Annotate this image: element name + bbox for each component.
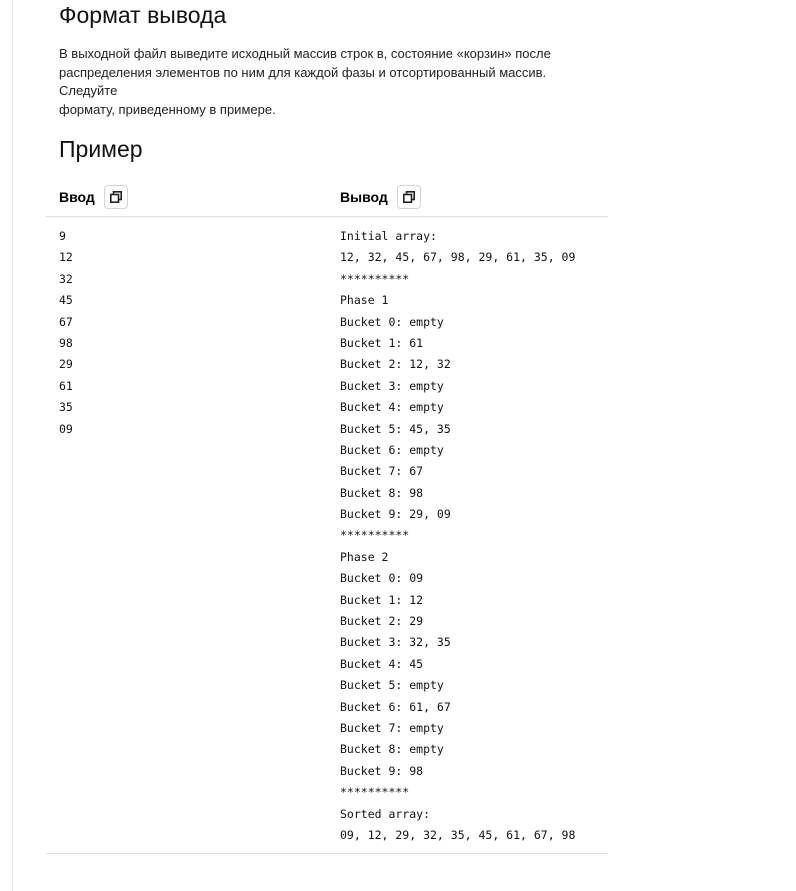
description-line: формату, приведенному в примере.: [59, 101, 276, 117]
output-line: Bucket 4: empty: [340, 400, 444, 415]
output-line: 09, 12, 29, 32, 35, 45, 61, 67, 98: [340, 827, 576, 842]
output-line: Sorted array:: [340, 806, 431, 821]
copy-output-button[interactable]: [397, 185, 421, 209]
input-line: 61: [59, 378, 73, 393]
output-line: Bucket 3: 32, 35: [340, 635, 451, 650]
input-line: 98: [59, 335, 73, 350]
output-line: 12, 32, 45, 67, 98, 29, 61, 35, 09: [340, 250, 576, 265]
example-header-divider: [46, 216, 608, 217]
output-line: Bucket 6: empty: [340, 442, 444, 457]
output-line: Bucket 7: 67: [340, 464, 424, 479]
output-line: **********: [340, 528, 410, 543]
output-line: Bucket 2: 12, 32: [340, 357, 451, 372]
output-line: Bucket 5: 45, 35: [340, 421, 451, 436]
output-line: Bucket 0: empty: [340, 314, 444, 329]
input-line: 29: [59, 357, 73, 372]
output-line: Bucket 1: 12: [340, 592, 424, 607]
output-label: Вывод: [340, 189, 388, 205]
output-line: Bucket 2: 29: [340, 614, 424, 629]
copy-icon: [403, 191, 415, 203]
description-line: распределения элементов по ним для каждой фазы и отсортированный массив. Следуйте: [59, 64, 547, 98]
copy-icon: [110, 191, 122, 203]
input-line: 67: [59, 314, 73, 329]
output-line: Bucket 4: 45: [340, 656, 424, 671]
output-format-title: Формат вывода: [59, 2, 227, 28]
input-header: [59, 184, 128, 210]
page-left-border: [12, 0, 13, 891]
output-line: Bucket 8: empty: [340, 742, 444, 757]
output-format-description: [59, 45, 604, 119]
example-bottom-divider: [46, 853, 608, 854]
input-sample: [59, 226, 73, 440]
output-line: Phase 1: [340, 293, 389, 308]
input-line: 35: [59, 400, 73, 415]
output-header: [340, 184, 421, 210]
copy-input-button[interactable]: [104, 185, 128, 209]
output-line: **********: [340, 271, 410, 286]
input-line: 32: [59, 271, 73, 286]
output-line: Phase 2: [340, 549, 389, 564]
output-sample: [340, 226, 575, 846]
output-line: Bucket 5: empty: [340, 678, 444, 693]
output-line: Bucket 6: 61, 67: [340, 699, 451, 714]
output-line: Bucket 9: 29, 09: [340, 507, 451, 522]
output-line: Initial array:: [340, 229, 437, 243]
description-line: В выходной файл выведите исходный массив строк в, состояние «корзин» после: [59, 46, 551, 61]
input-line: 09: [59, 421, 73, 436]
example-title: Пример: [59, 136, 143, 162]
output-line: **********: [340, 785, 410, 800]
input-line: 9: [59, 229, 66, 243]
input-line: 12: [59, 250, 73, 265]
input-label: Ввод: [59, 189, 95, 205]
output-line: Bucket 9: 98: [340, 763, 424, 778]
output-line: Bucket 1: 61: [340, 335, 424, 350]
output-line: Bucket 8: 98: [340, 485, 424, 500]
output-line: Bucket 0: 09: [340, 571, 424, 586]
output-line: Bucket 3: empty: [340, 378, 444, 393]
input-line: 45: [59, 293, 73, 308]
output-line: Bucket 7: empty: [340, 720, 444, 735]
